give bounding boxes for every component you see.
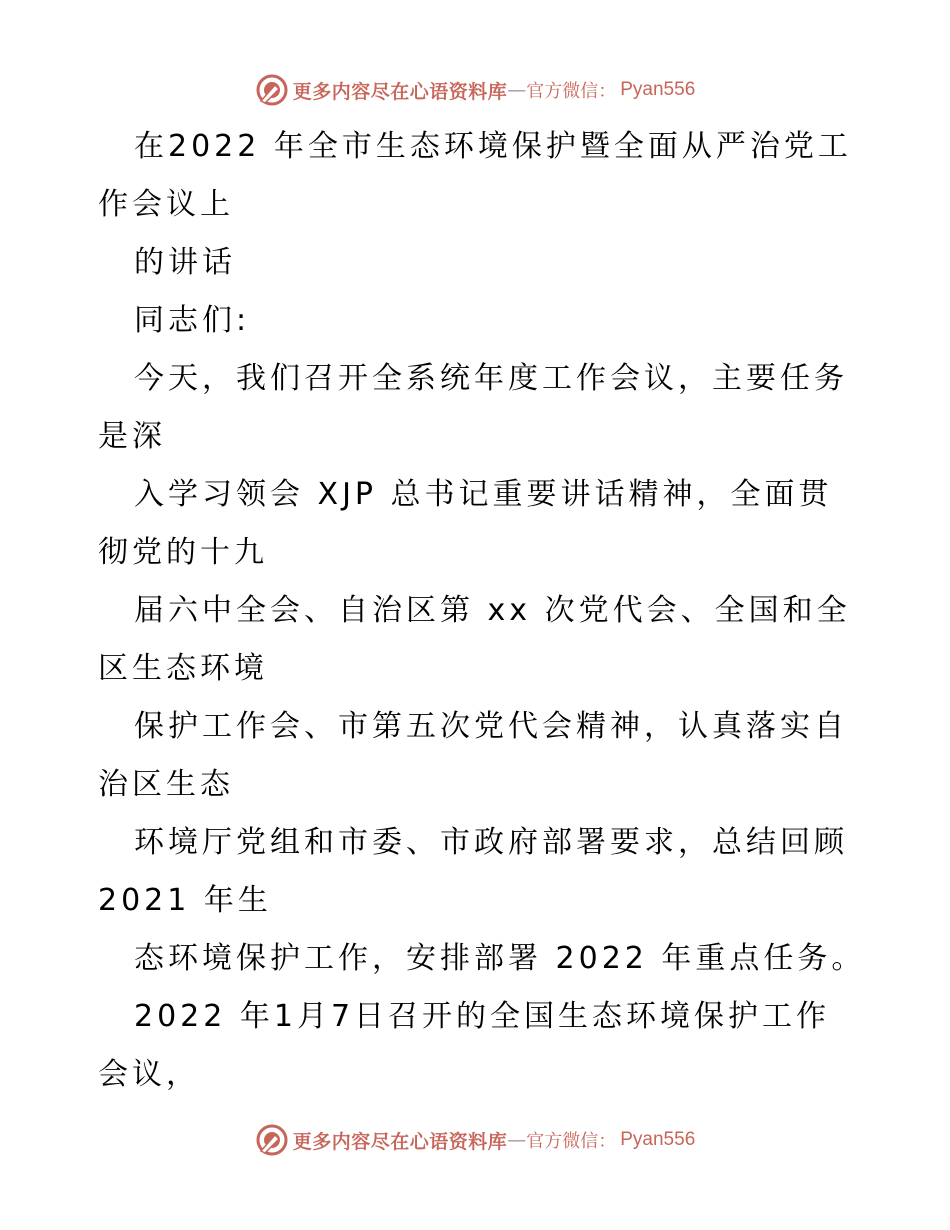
body-line: 是深 (98, 419, 166, 454)
header-banner (0, 70, 950, 110)
banner-site-text: 更多内容尽在心语资料库 (292, 80, 508, 103)
body-line: 区生态环境 (98, 651, 268, 686)
banner-separator: — (507, 79, 527, 101)
body-line: 今天，我们召开全系统年度工作会议，主要任务 (134, 361, 848, 396)
banner-wechat-label: 官方微信： (526, 1131, 617, 1152)
banner-wechat-id: Pyan556 (620, 79, 696, 100)
body-line: 2021 年生 (98, 883, 272, 918)
pen-logo-icon (255, 73, 289, 107)
body-line: 会议， (98, 1057, 200, 1092)
footer-banner (0, 1120, 950, 1160)
body-line: 彻党的十九 (98, 535, 268, 570)
title-line-2: 作会议上 (98, 187, 234, 222)
salutation: 同志们: (134, 303, 251, 338)
banner-site-text: 更多内容尽在心语资料库 (292, 1130, 508, 1153)
body-line: 治区生态 (98, 767, 234, 802)
body-line: 届六中全会、自治区第 xx 次党代会、全国和全 (134, 593, 851, 628)
title-line-1: 在2022 年全市生态环境保护暨全面从严治党工 (134, 129, 852, 164)
body-line: 环境厅党组和市委、市政府部署要求，总结回顾 (134, 825, 848, 860)
banner-wechat-id: Pyan556 (620, 1129, 696, 1150)
body-line: 入学习领会 XJP 总书记重要讲话精神，全面贯 (134, 477, 833, 512)
title-line-3: 的讲话 (134, 245, 236, 280)
body-line: 保护工作会、市第五次党代会精神，认真落实自 (134, 709, 848, 744)
document-body (98, 118, 866, 1104)
banner-separator: — (507, 1129, 527, 1151)
pen-logo-icon (255, 1123, 289, 1157)
body-line: 态环境保护工作，安排部署 2022 年重点任务。 (134, 941, 866, 976)
body-line: 2022 年1月7日召开的全国生态环境保护工作 (134, 999, 831, 1034)
banner-wechat-label: 官方微信： (526, 81, 617, 102)
